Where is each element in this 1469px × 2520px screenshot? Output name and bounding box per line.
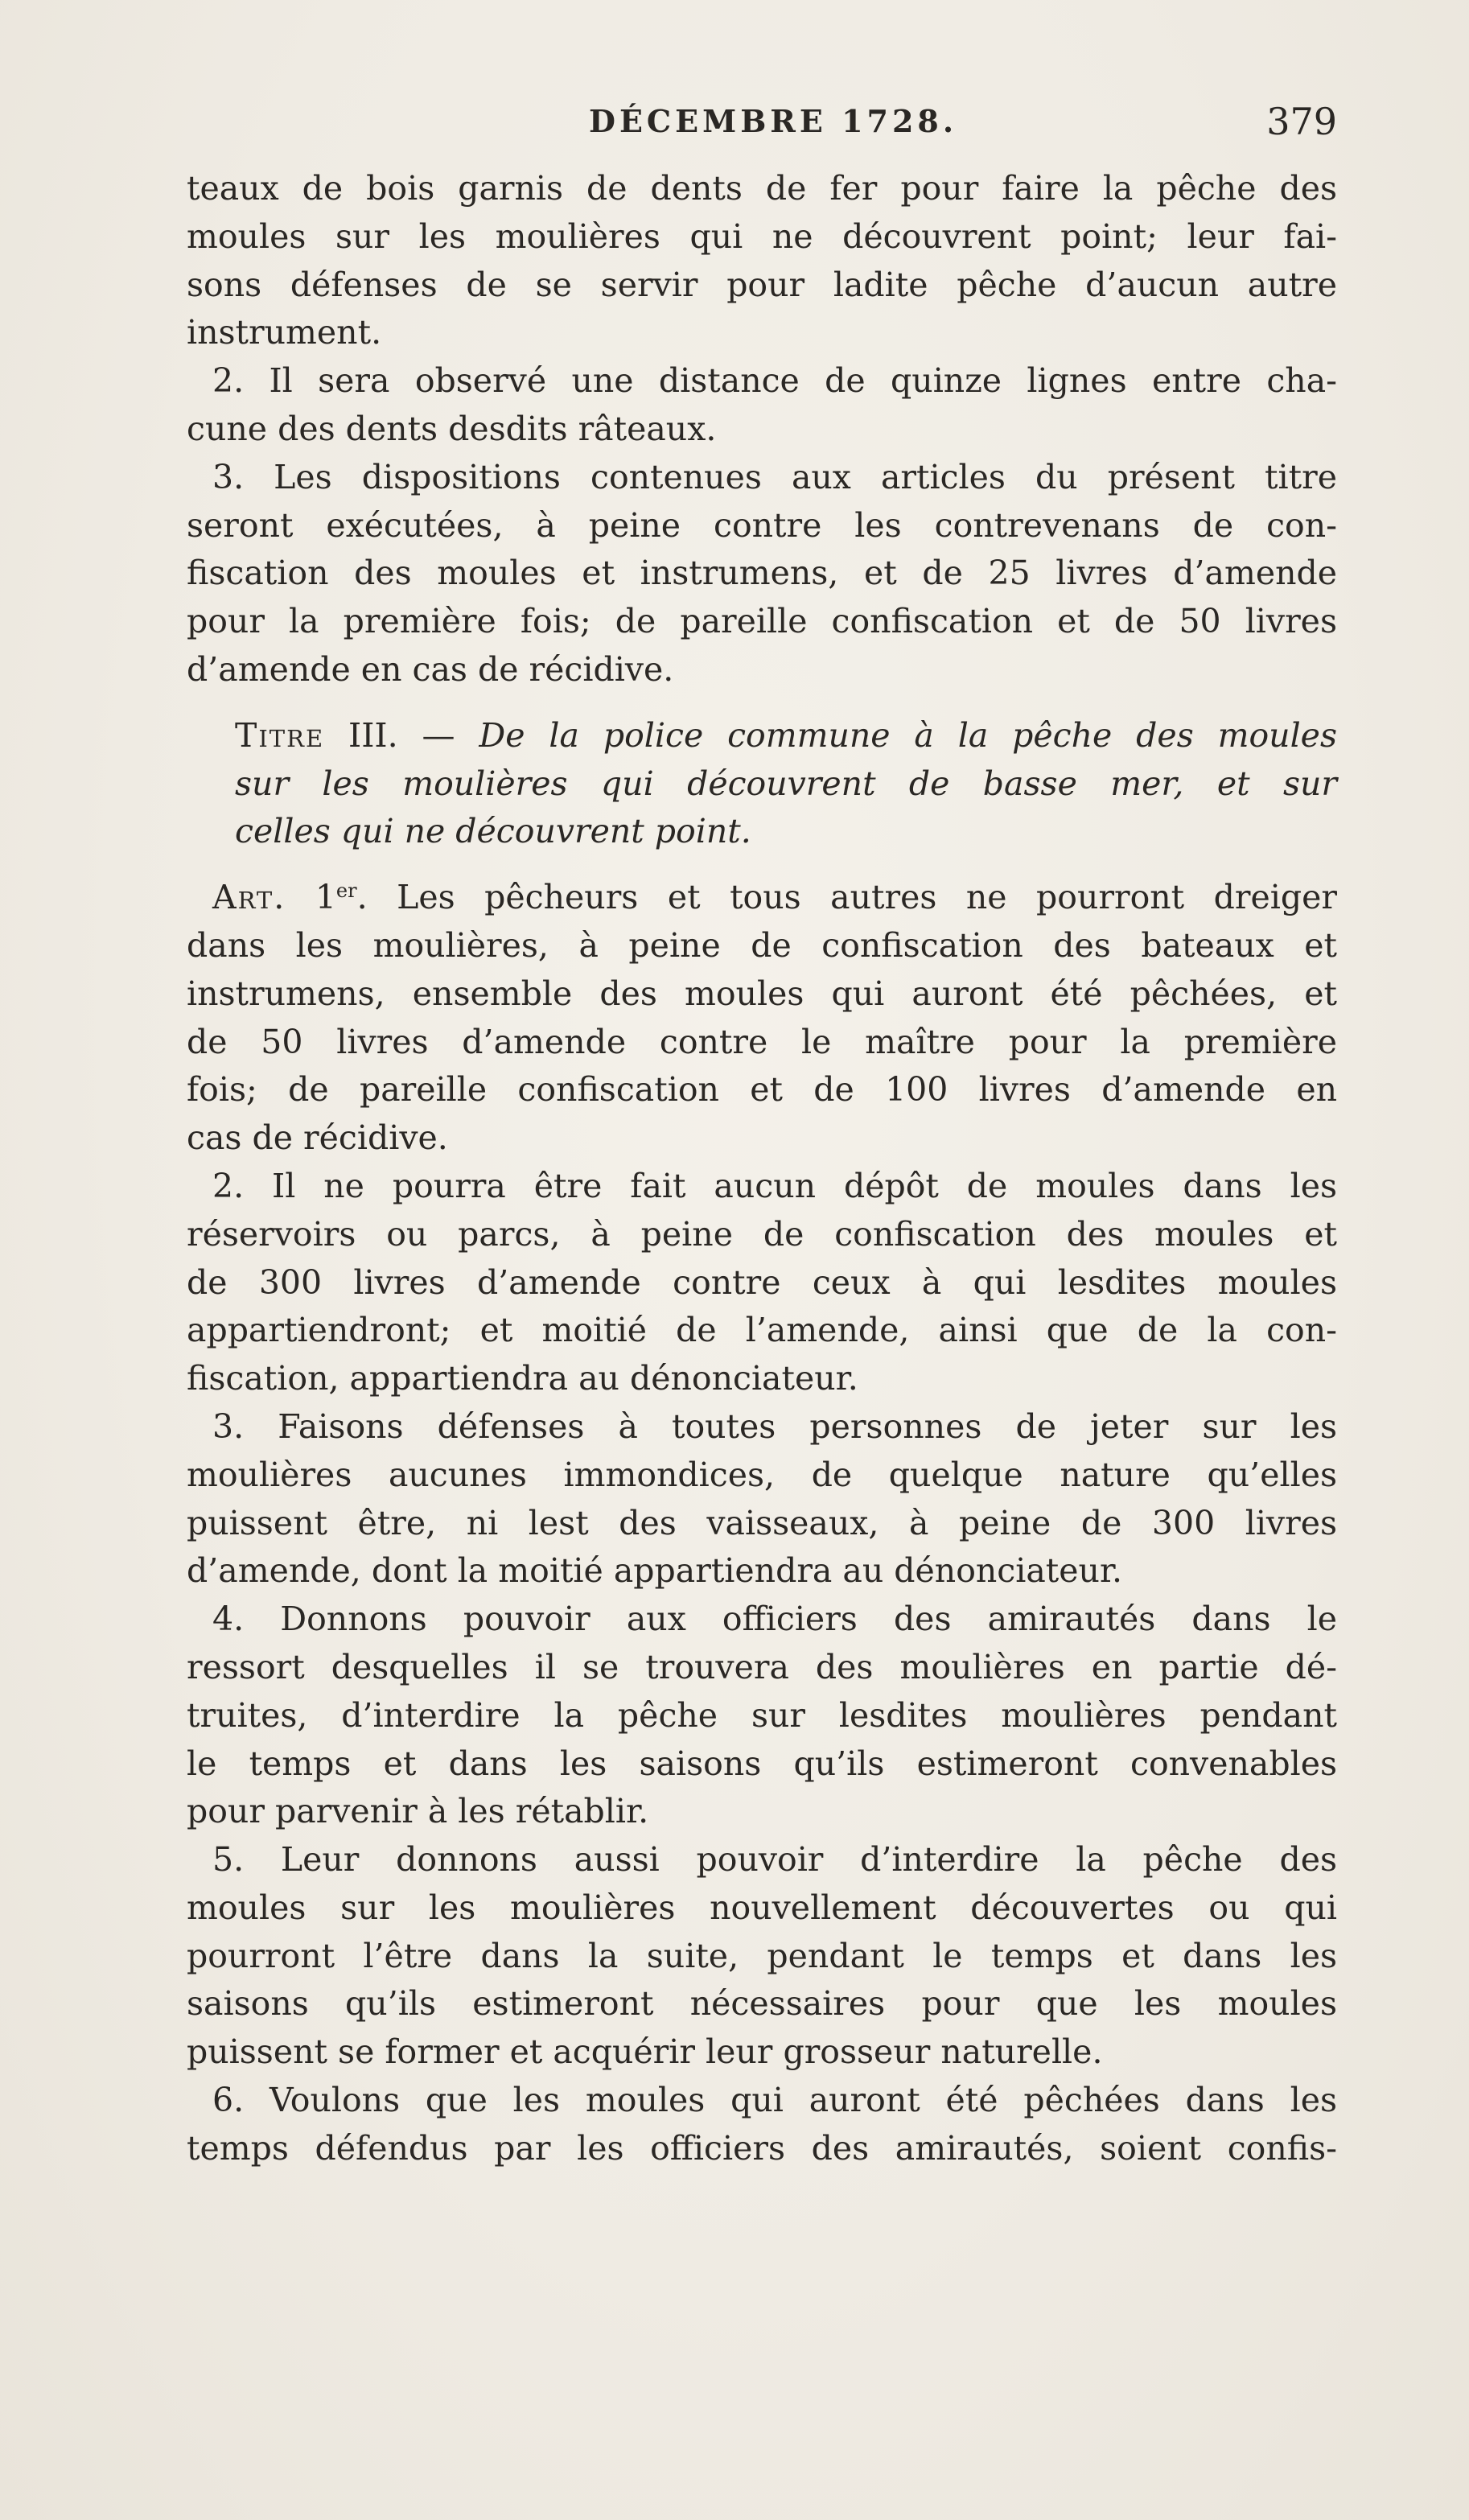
article-2-first-line: 2. Il ne pourra être fait aucun dépôt de moules dans les — [212, 1166, 1337, 1205]
title-heading-3: celles qui ne découvrent point. — [235, 812, 751, 851]
text-line: teaux de bois garnis de dents de fer pour faire la pêche des — [187, 169, 1337, 208]
text-line: réservoirs ou parcs, à peine de confiscation des moules et — [187, 1214, 1337, 1254]
text-line: fois; de pareille confiscation et de 100 livres d’amende en — [187, 1070, 1337, 1110]
text-line: pour parvenir à les rétablir. — [187, 1792, 649, 1831]
text-line: appartiendront; et moitié de l’amende, ainsi que de la con- — [187, 1311, 1337, 1350]
section-title — [187, 712, 1337, 856]
title-line-2 — [187, 760, 1337, 809]
text-line: ressort desquelles il se trouvera des moulières en partie dé- — [187, 1647, 1337, 1686]
text-line: moulières aucunes immondices, de quelque nature qu’elles — [187, 1455, 1337, 1494]
text-line: seront exécutées, à peine contre les contrevenans de con- — [187, 505, 1337, 545]
text-line: dans les moulières, à peine de confiscation des bateaux et — [187, 925, 1337, 965]
title-heading-2: sur les moulières qui découvrent de basse mer, et sur — [235, 764, 1337, 803]
article-number-suffix: er — [335, 879, 357, 903]
text-line: truites, d’interdire la pêche sur lesdites moulières pendant — [187, 1695, 1337, 1735]
text-line: cas de récidive. — [187, 1118, 448, 1158]
text-line: temps défendus par les officiers des amirautés, soient confis- — [187, 2128, 1337, 2168]
title-line-1 — [187, 712, 1337, 760]
text-line: fiscation des moules et instrumens, et de 25 livres d’amende — [187, 554, 1337, 593]
text-line: cune des dents desdits râteaux. — [187, 409, 717, 448]
text-line: moules sur les moulières qui ne découvrent point; leur fai- — [187, 216, 1337, 256]
text-line: d’amende, dont la moitié appartiendra au dénonciateur. — [187, 1551, 1123, 1591]
text-line: d’amende en cas de récidive. — [187, 649, 674, 689]
article-3-first-line: 3. Les dispositions contenues aux articles du présent titre — [212, 457, 1337, 496]
text-line: de 300 livres d’amende contre ceux à qui lesdites moules — [187, 1262, 1337, 1302]
text-line: puissent être, ni lest des vaisseaux, à peine de 300 livres — [187, 1503, 1337, 1542]
article-1-first-line — [187, 874, 1337, 922]
text-line: le temps et dans les saisons qu’ils estimeront convenables — [187, 1744, 1337, 1783]
article-4-first-line: 4. Donnons pouvoir aux officiers des amirautés dans le — [212, 1600, 1337, 1639]
text-line: fiscation, appartiendra au dénonciateur. — [187, 1359, 858, 1398]
text-line: moules sur les moulières nouvellement découvertes ou qui — [187, 1888, 1337, 1927]
title-label: Titre — [235, 715, 325, 755]
article-1-text: . Les pêcheurs et tous autres ne pourront dreiger — [356, 878, 1337, 917]
text-line: pour la première fois; de pareille confiscation et de 50 livres — [187, 602, 1337, 641]
text-line: instrumens, ensemble des moules qui auront été pêchées, et — [187, 974, 1337, 1013]
title-number: III. — — [348, 715, 455, 755]
text-line: saisons qu’ils estimeront nécessaires pour que les moules — [187, 1984, 1337, 2024]
article-number: 1 — [315, 878, 336, 917]
article-3-first-line: 3. Faisons défenses à toutes personnes de jeter sur les — [212, 1406, 1337, 1446]
text-line: sons défenses de se servir pour ladite pêche d’aucun autre — [187, 265, 1337, 304]
article-2-first-line: 2. Il sera observé une distance de quinze lignes entre cha- — [212, 361, 1337, 401]
text-line: instrument. — [187, 313, 382, 352]
article-5-first-line: 5. Leur donnons aussi pouvoir d’interdire la pêche des — [212, 1840, 1337, 1880]
title-heading-1: De la police commune à la pêche des moules — [479, 715, 1337, 755]
text-line: pourront l’être dans la suite, pendant le temps et dans les — [187, 1936, 1337, 1975]
body-text — [187, 165, 1337, 2173]
text-line: de 50 livres d’amende contre le maître pour la première — [187, 1022, 1337, 1061]
text-line: puissent se former et acquérir leur grosseur naturelle. — [187, 2032, 1103, 2072]
article-6-first-line: 6. Voulons que les moules qui auront été pêchées dans les — [212, 2081, 1337, 2120]
page-number: 379 — [1266, 100, 1337, 143]
page-header — [187, 100, 1337, 151]
running-head: DÉCEMBRE 1728. — [589, 103, 958, 139]
title-line-3 — [187, 808, 1337, 856]
article-label: Art. — [212, 878, 286, 917]
